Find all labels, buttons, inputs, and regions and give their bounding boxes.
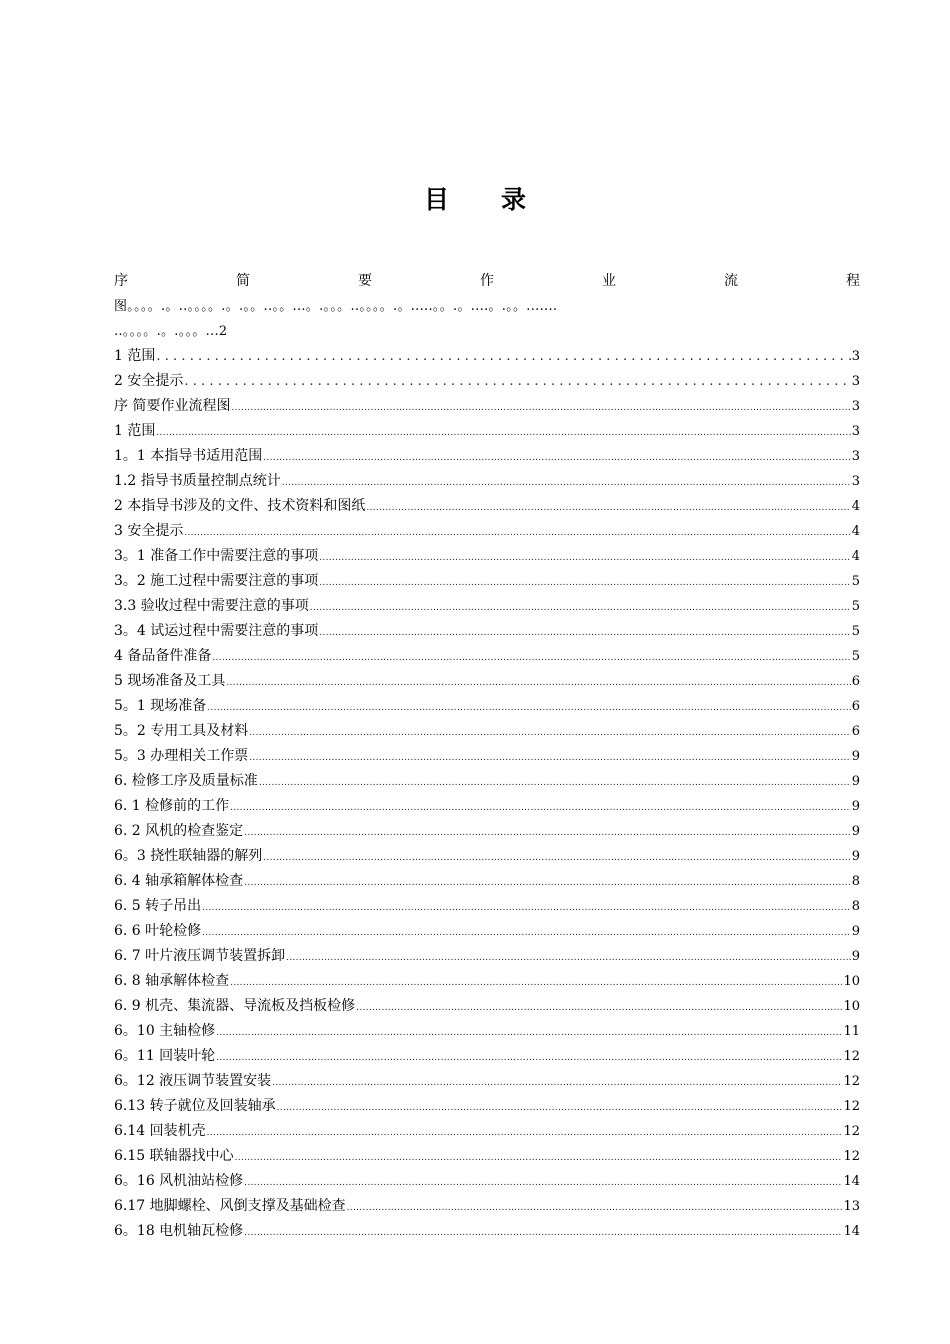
toc-entry-label: 6.17 地脚螺栓、风倒支撑及基础检查 — [114, 1198, 346, 1214]
toc-entry-page: 4 — [851, 549, 860, 564]
toc-entry-label: 6. 5 转子吊出 — [114, 898, 202, 914]
toc-entry-page: 9 — [851, 924, 860, 939]
toc-entry[interactable] — [114, 369, 860, 394]
dot-leader — [310, 596, 851, 621]
toc-entry-label: 6。12 液压调节装置安装 — [114, 1073, 272, 1089]
toc-entry-page: 8 — [851, 899, 860, 914]
toc-entry-page: 4 — [851, 499, 860, 514]
toc-entry[interactable] — [114, 444, 860, 469]
toc-entry[interactable] — [114, 1094, 860, 1119]
toc-entry-label: 6.15 联轴器找中心 — [114, 1148, 234, 1164]
dot-leader — [212, 646, 850, 671]
toc-entry[interactable] — [114, 1169, 860, 1194]
wrapped-dots-page-line: ..。。。。.。.。。。...2 — [114, 324, 228, 339]
dot-leader — [207, 696, 850, 721]
title-char-2: 录 — [501, 185, 527, 214]
toc-entry-label: 5。3 办理相关工作票 — [114, 748, 249, 764]
toc-entry[interactable] — [114, 1144, 860, 1169]
toc-entry-label: 6。10 主轴检修 — [114, 1023, 216, 1039]
toc-entry-label: 1。1 本指导书适用范围 — [114, 448, 263, 464]
dot-leader — [263, 846, 850, 871]
toc-entry-label: 6. 4 轴承箱解体检查 — [114, 873, 244, 889]
toc-entry-label: 6. 9 机壳、集流器、导流板及挡板检修 — [114, 998, 356, 1014]
dot-leader — [319, 571, 850, 596]
toc-entry-label: 3.3 验收过程中需要注意的事项 — [114, 598, 309, 614]
toc-entry-page: 12 — [843, 1149, 860, 1164]
toc-entry[interactable] — [114, 1219, 860, 1244]
dot-leader — [319, 546, 850, 571]
toc-entry[interactable] — [114, 669, 860, 694]
toc-entry-page: 5 — [851, 624, 860, 639]
toc-entry[interactable] — [114, 569, 860, 594]
dot-leader — [356, 996, 842, 1021]
toc-entry[interactable] — [114, 419, 860, 444]
toc-entry[interactable] — [114, 619, 860, 644]
toc-entry[interactable] — [114, 1044, 860, 1069]
toc-entry[interactable] — [114, 1069, 860, 1094]
toc-entry[interactable] — [114, 394, 860, 419]
toc-entry-label: 6。3 挠性联轴器的解列 — [114, 848, 263, 864]
toc-entry-page: 3 — [851, 424, 860, 439]
spread-title-line — [114, 268, 860, 294]
dot-leader — [286, 946, 851, 971]
dot-leader — [259, 771, 851, 796]
toc-entry-label: 5 现场准备及工具 — [114, 673, 226, 689]
dot-leader — [263, 446, 850, 471]
dot-leader — [207, 1121, 843, 1146]
toc-entry-label: 6. 6 叶轮检修 — [114, 923, 202, 939]
toc-entry-label: 1 范围 — [114, 348, 156, 364]
toc-entry[interactable] — [114, 919, 860, 944]
toc-entry[interactable] — [114, 1194, 860, 1219]
toc-entry[interactable] — [114, 344, 860, 369]
toc-entry-page: 9 — [851, 949, 860, 964]
toc-entry-page: 9 — [851, 799, 860, 814]
dot-leader — [202, 896, 851, 921]
toc-entry-label: 1 范围 — [114, 423, 156, 439]
dot-leader — [216, 1046, 842, 1071]
toc-entry-label: 2 安全提示 — [114, 373, 184, 389]
spread-char: 流 — [724, 273, 738, 289]
toc-entry-page: 12 — [843, 1099, 860, 1114]
toc-entry-page: 12 — [843, 1074, 860, 1089]
toc-entry[interactable] — [114, 944, 860, 969]
toc-entry-label: 3。2 施工过程中需要注意的事项 — [114, 573, 319, 589]
toc-entry-label: 6。18 电机轴瓦检修 — [114, 1223, 244, 1239]
toc-entry-label: 4 备品备件准备 — [114, 648, 212, 664]
toc-entry-page: 3 — [851, 349, 860, 364]
toc-entry-label: 6. 8 轴承解体检查 — [114, 973, 230, 989]
toc-entry[interactable] — [114, 644, 860, 669]
toc-entry-label: 5。2 专用工具及材料 — [114, 723, 249, 739]
toc-entry[interactable] — [114, 494, 860, 519]
toc-entry-page: 9 — [851, 749, 860, 764]
dot-leader — [272, 1071, 842, 1096]
dot-leader — [235, 1146, 843, 1171]
toc-entry-label: 6. 7 叶片液压调节装置拆卸 — [114, 948, 286, 964]
dot-leader — [184, 521, 850, 546]
dot-leader — [184, 369, 850, 394]
toc-entry[interactable] — [114, 469, 860, 494]
dot-leader — [319, 621, 850, 646]
toc-entry-page: 5 — [851, 649, 860, 664]
spread-char: 要 — [358, 273, 372, 289]
toc-entry-page: 3 — [851, 374, 860, 389]
toc-entry-page: 9 — [851, 774, 860, 789]
toc-entry-page: 10 — [843, 999, 860, 1014]
toc-entry-page: 12 — [843, 1049, 860, 1064]
toc-entry-page: 9 — [851, 849, 860, 864]
toc-entry-page: 4 — [851, 524, 860, 539]
toc-entry-label: 6. 1 检修前的工作 — [114, 798, 230, 814]
toc-entry-page: 12 — [843, 1124, 860, 1139]
dot-leader — [244, 871, 851, 896]
dot-leader — [230, 796, 851, 821]
toc-entry-label: 序 简要作业流程图 — [114, 398, 231, 414]
dot-leader — [366, 496, 850, 521]
toc-entry-label: 2 本指导书涉及的文件、技术资料和图纸 — [114, 498, 366, 514]
toc-entry-page: 10 — [843, 974, 860, 989]
toc-entry-page: 6 — [851, 699, 860, 714]
dot-leader — [202, 921, 851, 946]
dot-leader — [216, 1021, 842, 1046]
toc-entry-page: 5 — [851, 574, 860, 589]
toc-entry[interactable] — [114, 744, 860, 769]
wrapped-dots-line: 图。。。。.。..。。。。.。.。。..。。...。.。。。..。。。。.。.....。。.。....。.。。....... — [114, 299, 558, 314]
toc-entry-label: 1.2 指导书质量控制点统计 — [114, 473, 281, 489]
toc-entry[interactable] — [114, 844, 860, 869]
toc-entry-label: 6. 检修工序及质量标准 — [114, 773, 258, 789]
toc-entry[interactable] — [114, 1019, 860, 1044]
dot-leader — [231, 396, 850, 421]
toc-title — [0, 180, 950, 216]
toc-entry-page: 11 — [843, 1024, 860, 1039]
toc-entry-page: 14 — [843, 1224, 860, 1239]
dot-leader — [244, 1171, 842, 1196]
toc-entry-page: 3 — [851, 474, 860, 489]
toc-entry-first[interactable] — [114, 268, 860, 344]
toc-entry-page: 14 — [843, 1174, 860, 1189]
toc-entry[interactable] — [114, 994, 860, 1019]
spread-char: 简 — [236, 273, 250, 289]
dot-leader — [347, 1196, 843, 1221]
toc-entry[interactable] — [114, 769, 860, 794]
dot-leader — [249, 721, 850, 746]
spread-char: 作 — [480, 273, 494, 289]
dot-leader — [282, 471, 851, 496]
toc-entry-label: 6。11 回装叶轮 — [114, 1048, 216, 1064]
toc-entry[interactable] — [114, 719, 860, 744]
toc-entry-page: 5 — [851, 599, 860, 614]
toc-entry-label: 3。1 准备工作中需要注意的事项 — [114, 548, 319, 564]
toc-entry-label: 5。1 现场准备 — [114, 698, 207, 714]
toc-entry-label: 6.14 回装机壳 — [114, 1123, 206, 1139]
dot-leader — [156, 344, 850, 369]
toc-entry[interactable] — [114, 544, 860, 569]
dot-leader — [156, 421, 850, 446]
dot-leader — [244, 821, 851, 846]
toc-entries — [114, 344, 860, 1244]
toc-entry-page: 6 — [851, 674, 860, 689]
toc-entry[interactable] — [114, 594, 860, 619]
toc-entry[interactable] — [114, 894, 860, 919]
toc-entry[interactable] — [114, 1119, 860, 1144]
dot-leader — [244, 1221, 842, 1246]
toc-entry-label: 3 安全提示 — [114, 523, 184, 539]
toc-entry-label: 3。4 试运过程中需要注意的事项 — [114, 623, 319, 639]
toc-entry-page: 8 — [851, 874, 860, 889]
toc-entry-page: 6 — [851, 724, 860, 739]
spread-char: 程 — [846, 273, 860, 289]
spread-char: 业 — [602, 273, 616, 289]
toc-entry-page: 3 — [851, 399, 860, 414]
toc-entry-label: 6.13 转子就位及回装轴承 — [114, 1098, 276, 1114]
toc-entry[interactable] — [114, 969, 860, 994]
toc-entry-label: 6。16 风机油站检修 — [114, 1173, 244, 1189]
toc-entry-page: 13 — [843, 1199, 860, 1214]
toc-entry[interactable] — [114, 794, 860, 819]
spread-char: 序 — [114, 273, 128, 289]
title-char-1: 目 — [423, 185, 449, 214]
toc-entry-page: 3 — [851, 449, 860, 464]
toc-entry[interactable] — [114, 869, 860, 894]
dot-leader — [249, 746, 850, 771]
toc-entry-label: 6. 2 风机的检查鉴定 — [114, 823, 244, 839]
dot-leader — [277, 1096, 843, 1121]
dot-leader — [226, 671, 850, 696]
table-of-contents — [114, 268, 860, 1244]
toc-entry[interactable] — [114, 819, 860, 844]
toc-entry-page: 9 — [851, 824, 860, 839]
toc-entry[interactable] — [114, 694, 860, 719]
toc-entry[interactable] — [114, 519, 860, 544]
dot-leader — [230, 971, 842, 996]
